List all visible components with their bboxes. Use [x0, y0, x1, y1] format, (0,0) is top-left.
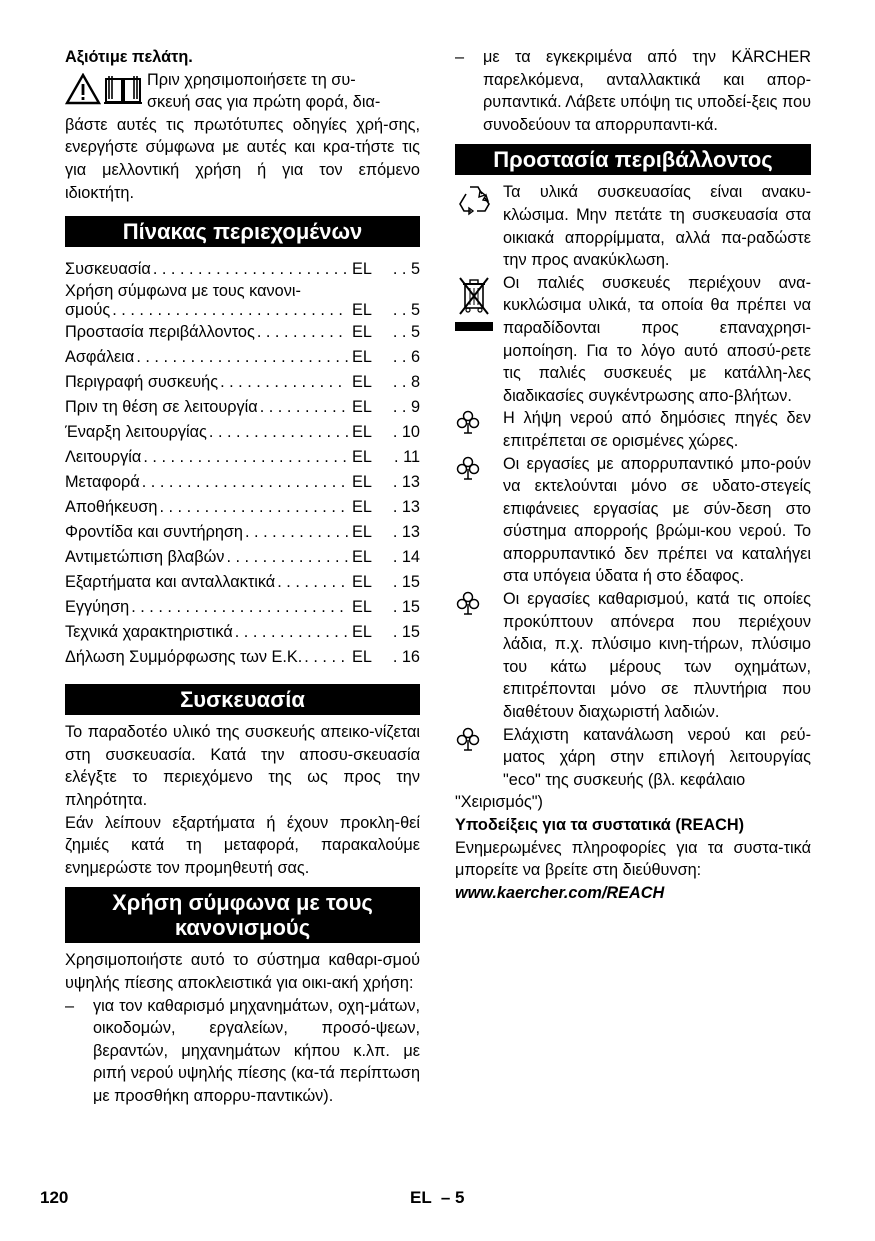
eco-item-4 [455, 724, 811, 792]
toc-entry[interactable]: Λειτουργία . . . EL . 11 [65, 445, 420, 470]
crossed-bin-icon [455, 274, 493, 334]
reach-text: Ενημερωμένες πληροφορίες για τα συστα-τικά μπορείτε να βρείτε στη διεύθυνση: [455, 838, 811, 880]
toc-entry[interactable]: Χρήση σύμφωνα με τους κανονι- σμούς . . . EL . . 5 [65, 282, 420, 320]
warning-line-1: Πριν χρησιμοποιήσετε τη συ- [147, 70, 356, 89]
environment-leaf-icon [455, 409, 481, 435]
intended-use-heading-line-2: κανονισμούς [174, 915, 311, 941]
list-item [455, 46, 811, 136]
eco-text-4: Ελάχιστη κατανάλωση νερού και ρεύ-ματος χάρη στην επιλογή λειτουργίας "eco" της συσκευής (βλ. κεφάλαιο [503, 725, 811, 789]
warning-icons [65, 69, 147, 105]
toc-entry[interactable]: Ασφάλεια . . . EL . . 6 [65, 345, 420, 370]
toc-entry[interactable]: Έναρξη λειτουργίας . . . EL . 10 [65, 420, 420, 445]
left-column [65, 46, 420, 1107]
toc-entry[interactable]: Αποθήκευση . . . EL . 13 [65, 495, 420, 520]
weee-text: Οι παλιές συσκευές περιέχουν ανα-κυκλώσιμα υλικά, τα οποία θα πρέπει να παραδίδονται προς επαναχρησι-μοποίηση. Για το λόγο αυτό αποσύ-ρετε τις παλιές συσκευές με κατάλλη-λες διαδικασίες συγκέντρωσης απο-βλήτων. [503, 273, 811, 405]
intended-use-bullet-2: με τα εγκεκριμένα από την KÄRCHER παρελκόμενα, ανταλλακτικά και απορ-ρυπαντικά. Λάβετε υπόψη τις υποδεί-ξεις που συνοδεύουν τα απορρυπαντι-κά. [483, 48, 812, 134]
eco-text-3: Οι εργασίες καθαρισμού, κατά τις οποίες προκύπτουν απόνερα που περιέχουν λάδια, π.χ. πλύσιμο κινη-τήρων, πλύσιμο του κάτω μέρους των οχημάτων, επιτρέπονται μόνο σε πλυντήρια που διαθέτουν διαχωριστή λαδιών. [503, 590, 811, 722]
intended-use-bullet-1: για τον καθαρισμό μηχανημάτων, οχη-μάτων, οικοδομών, εργαλείων, προσό-ψεων, βεραντών, μηχανημάτων κήπου κ.λπ. με ριπή νερού υψηλής πίεσης (κα-τά περίπτωση με προσθήκη απορρυ-παντικών). [93, 996, 420, 1105]
eco-item-3 [455, 588, 811, 724]
toc-entry[interactable]: Εξαρτήματα και ανταλλακτικά . . . EL . 15 [65, 570, 420, 595]
recycling-icon [455, 183, 493, 217]
toc-entry[interactable]: Φροντίδα και συντήρηση . . . EL . 13 [65, 520, 420, 545]
warning-text-rest: βάστε αυτές τις πρωτότυπες οδηγίες χρή-σης, ενεργήστε σύμφωνα με αυτές και κρα-τήστε τις για μελλοντική χρήση ή για τον επόμενο ιδιοκτήτη. [65, 115, 420, 202]
toc-entry[interactable]: Αντιμετώπιση βλαβών . . . EL . 14 [65, 545, 420, 570]
eco-icon-wrap [455, 588, 503, 621]
eco-item-1 [455, 407, 811, 452]
toc-heading: Πίνακας περιεχομένων [65, 216, 420, 247]
eco-text-4-cont: "Χειρισμός") [455, 793, 543, 812]
manual-book-icon [103, 73, 143, 105]
toc-entry[interactable]: Περιγραφή συσκευής . . . EL . . 8 [65, 370, 420, 395]
reach-url-link[interactable]: www.kaercher.com/REACH [455, 883, 665, 902]
eco-text-2: Οι εργασίες με απορρυπαντικό μπο-ρούν να εκτελούνται μόνο σε υδατο-στεγείς επιφάνειες εργασίας με σύν-δεση στο σύστημα απορροής βρώμι-κου νερού. Το απορρυπαντικό δεν πρέπει να καταλήγει στα υπόγεια ύδατα ή στο έδαφος. [503, 454, 811, 586]
environment-leaf-icon [455, 590, 481, 616]
list-item [65, 995, 420, 1108]
toc-entry[interactable]: Δήλωση Συμμόρφωσης των Ε.Κ. . . . EL . 16 [65, 645, 420, 670]
dash-bullet: – [65, 996, 75, 1015]
table-of-contents [65, 257, 420, 670]
recycling-item [455, 181, 811, 271]
toc-entry[interactable]: Τεχνικά χαρακτηριστικά . . . EL . 15 [65, 620, 420, 645]
eco-item-2 [455, 453, 811, 589]
environment-leaf-icon [455, 455, 481, 481]
dash-bullet: – [455, 48, 465, 66]
right-column [455, 46, 811, 904]
recycling-text: Τα υλικά συσκευασίας είναι ανακυ-κλώσιμα. Μην πετάτε τη συσκευασία στα οικιακά απορρίμματα, αλλά πα-ραδώστε την προς ανακύκλωση. [503, 183, 811, 270]
footer-lang-page: EL – 5 [410, 1188, 465, 1207]
recycling-icon-wrap [455, 181, 503, 222]
packaging-heading: Συσκευασία [65, 684, 420, 715]
intended-use-text: Χρησιμοποιήστε αυτό το σύστημα καθαρι-σμού υψηλής πίεσης αποκλειστικά για οικι-ακή χρήση: [65, 951, 420, 992]
toc-entry[interactable]: Προστασία περιβάλλοντος . . . EL . . 5 [65, 320, 420, 345]
toc-entry[interactable]: Πριν τη θέση σε λειτουργία . . . EL . . 9 [65, 395, 420, 420]
eco-icon-wrap [455, 724, 503, 757]
packaging-text-2: Εάν λείπουν εξαρτήματα ή έχουν προκλη-θεί ζημιές κατά τη μεταφορά, παρακαλούμε ενημερώστε τον προμηθευτή σας. [65, 813, 420, 877]
toc-entry[interactable]: Εγγύηση . . . EL . 15 [65, 595, 420, 620]
packaging-text: Το παραδοτέο υλικό της συσκευής απεικο-νίζεται στη συσκευασία. Κατά την αποσυ-σκευασία ελέγξτε το περιεχόμενο της ως προς την πληρότητα. [65, 723, 420, 809]
greeting: Αξιότιμε πελάτη. [65, 48, 193, 66]
environment-heading: Προστασία περιβάλλοντος [455, 144, 811, 175]
eco-icon-wrap [455, 407, 503, 440]
warning-block [65, 69, 420, 114]
intended-use-heading [65, 887, 420, 943]
intended-use-heading-line-1: Χρήση σύμφωνα με τους [112, 890, 373, 916]
eco-icon-wrap [455, 453, 503, 486]
warning-line-2: σκευή σας για πρώτη φορά, δια- [147, 93, 381, 112]
eco-text-1: Η λήψη νερού από δημόσιες πηγές δεν επιτρέπεται σε ορισμένες χώρες. [503, 409, 811, 450]
weee-item [455, 272, 811, 408]
weee-icon-wrap [455, 272, 503, 339]
toc-entry[interactable]: Συσκευασία . . . EL . . 5 [65, 257, 420, 282]
toc-entry[interactable]: Μεταφορά . . . EL . 13 [65, 470, 420, 495]
environment-leaf-icon [455, 726, 481, 752]
reach-heading: Υποδείξεις για τα συστατικά (REACH) [455, 816, 745, 834]
page-number: 120 [40, 1188, 69, 1207]
warning-triangle-icon [65, 73, 101, 105]
